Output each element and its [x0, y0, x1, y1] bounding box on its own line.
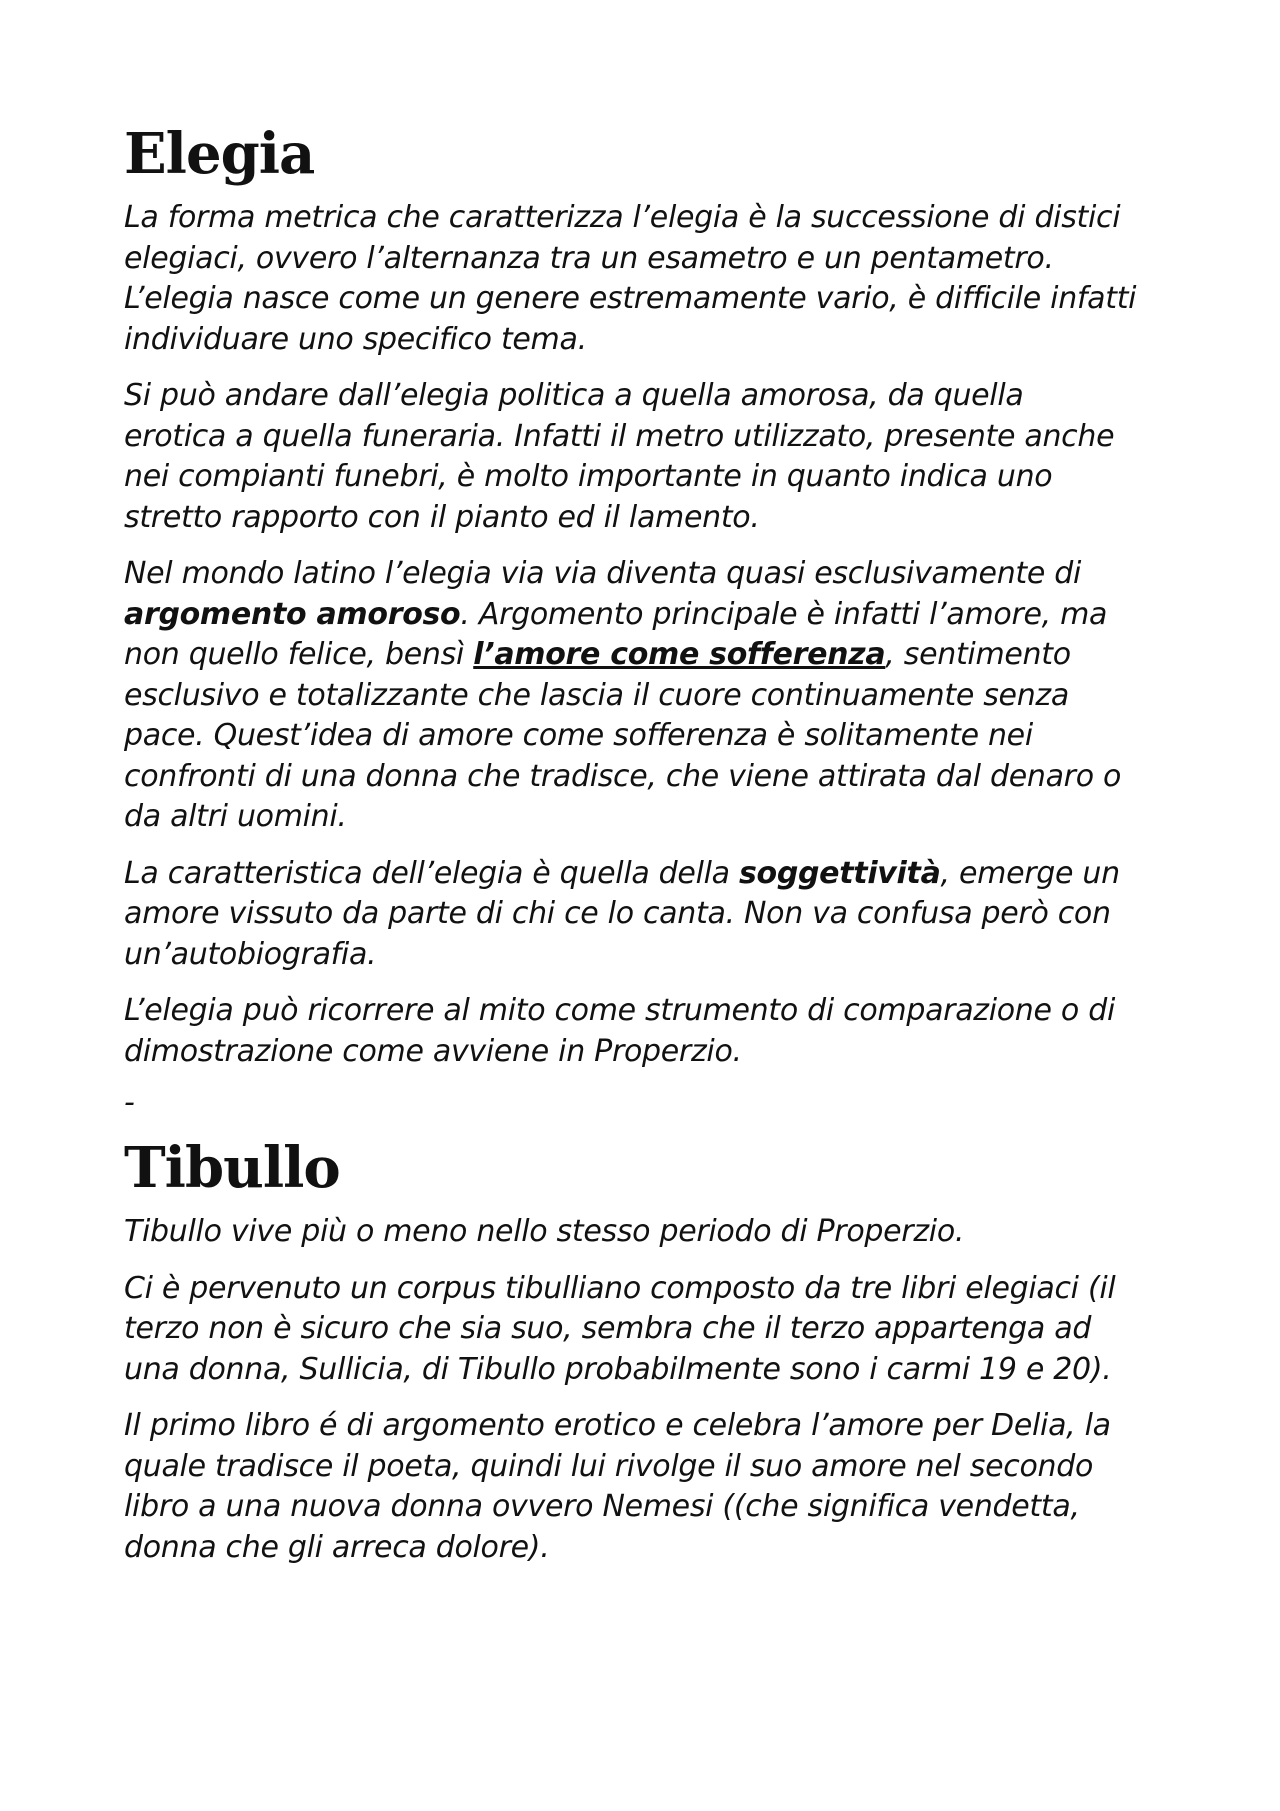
text-run: elegiaci, ovvero l’alternanza tra un esametro e un pentametro. [124, 240, 1054, 276]
text-run: Il primo libro é di argomento erotico e celebra l’amore per Delia, la [124, 1408, 1111, 1443]
text-run: individuare uno specifico tema. [124, 321, 587, 357]
emphasis-bold: argomento amoroso [124, 596, 461, 632]
text-run: da altri uomini. [124, 799, 347, 834]
paragraph [124, 1269, 1184, 1391]
paragraph [124, 854, 1184, 976]
text-run: La forma metrica che caratterizza l’elegia è la successione di distici [124, 200, 1121, 235]
text-run: quale tradisce il poeta, quindi lui rivolge il suo amore nel secondo [124, 1448, 1094, 1484]
text-run: La caratteristica dell’elegia è quella della [124, 855, 739, 891]
text-run: dimostrazione come avviene in Properzio. [124, 1033, 742, 1069]
paragraph [124, 1406, 1184, 1568]
text-run: non quello felice, bensì [124, 637, 474, 672]
text-run: una donna, Sullicia, di Tibullo probabilmente sono i carmi 19 e 20). [124, 1351, 1112, 1387]
emphasis-bold: soggettività [738, 855, 941, 891]
text-run: pace. Quest’idea di amore come sofferenza è solitamente nei [124, 718, 1033, 753]
paragraph [124, 198, 1184, 360]
text-run: L’elegia nasce come un genere estremamente vario, è difficile infatti [124, 281, 1137, 316]
text-run: confronti di una donna che tradisce, che viene attirata dal denaro o [124, 758, 1122, 794]
text-run: Tibullo vive più o meno nello stesso periodo di Properzio. [124, 1214, 965, 1249]
paragraph [124, 1212, 1184, 1253]
paragraph [124, 376, 1184, 538]
text-run: Ci è pervenuto un corpus tibulliano composto da tre libri elegiaci (il [124, 1270, 1116, 1306]
text-run: amore vissuto da parte di chi ce lo canta. Non va confusa però con [124, 896, 1111, 931]
paragraph [124, 554, 1184, 838]
text-run: Si può andare dall’elegia politica a quella amorosa, da quella [124, 378, 1024, 413]
text-run: donna che gli arreca dolore). [124, 1529, 550, 1565]
section-title: Tibullo [124, 1135, 340, 1201]
document-page [124, 118, 1184, 1584]
text-run: L’elegia può ricorrere al mito come strumento di comparazione o di [124, 993, 1115, 1028]
text-run: erotica a quella funeraria. Infatti il metro utilizzato, presente anche [124, 418, 1115, 454]
text-run: nei compianti funebri, è molto importante in quanto indica uno [124, 459, 1053, 494]
emphasis-bold [473, 637, 885, 672]
text-run: stretto rapporto con il pianto ed il lamento. [124, 499, 760, 535]
emphasis-underlined: l’amore come sofferenza [473, 637, 886, 672]
text-run: terzo non è sicuro che sia suo, sembra che il terzo appartenga ad [124, 1311, 1092, 1346]
text-run: libro a una nuova donna ovvero Nemesi ((che significa vendetta, [124, 1489, 1080, 1524]
text-run: . Argomento principale è infatti l’amore, ma [460, 596, 1108, 632]
text-run: , sentimento [885, 637, 1071, 672]
text-run: , emerge un [940, 855, 1120, 891]
text-run: un’autobiografia. [124, 936, 377, 972]
text-run: esclusivo e totalizzante che lascia il cuore continuamente senza [124, 677, 1069, 713]
text-run: Nel mondo latino l’elegia via via diventa quasi esclusivamente di [124, 556, 1082, 591]
paragraph [124, 991, 1184, 1072]
section-separator: - [124, 1085, 135, 1120]
section-title: Elegia [124, 121, 315, 187]
